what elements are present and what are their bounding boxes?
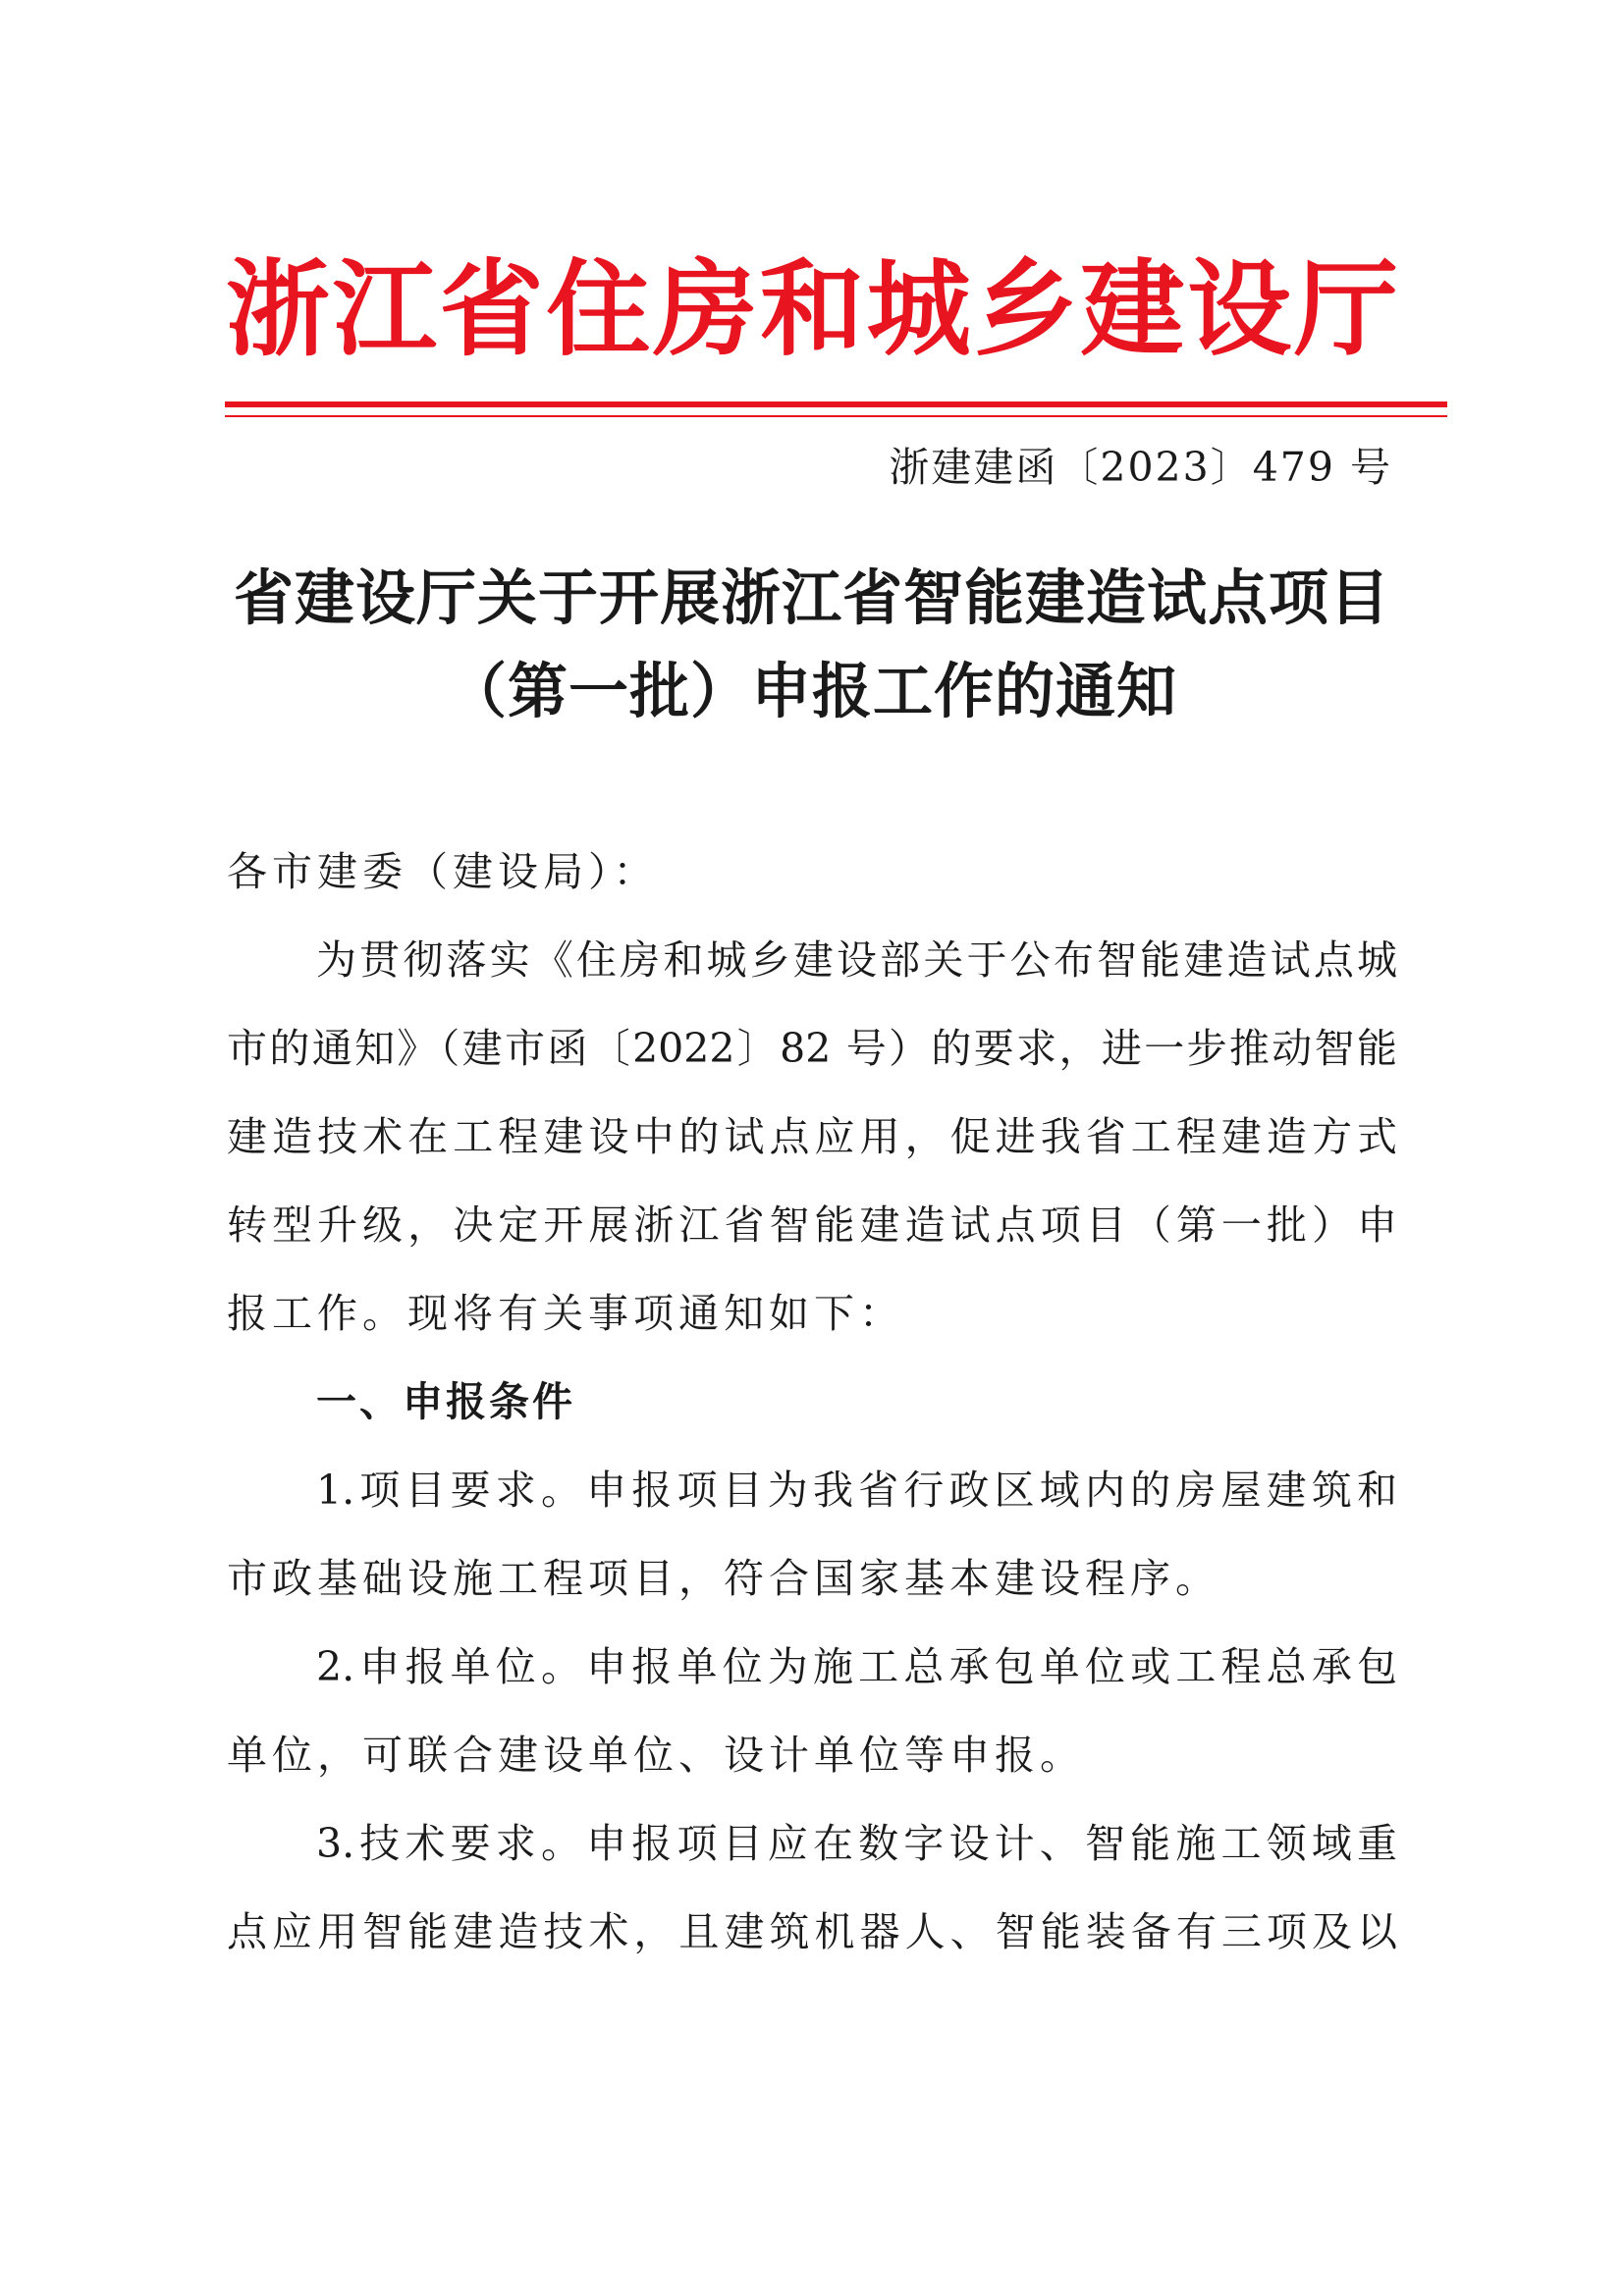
- item-3-line-2: 点应用智能建造技术，且建筑机器人、智能装备有三项及以: [227, 1908, 1397, 1955]
- document-title-line-2: （第一批）申报工作的通知: [446, 657, 1177, 726]
- intro-line-4: 转型升级，决定开展浙江省智能建造试点项目（第一批）申: [227, 1201, 1397, 1249]
- header-red-rule-thick: [225, 401, 1447, 407]
- intro-line-3: 建造技术在工程建设中的试点应用，促进我省工程建造方式: [227, 1113, 1397, 1160]
- salutation: 各市建委（建设局）：: [227, 848, 659, 895]
- header-red-rule-thin: [225, 415, 1447, 417]
- document-title-line-1: 省建设厅关于开展浙江省智能建造试点项目: [233, 563, 1390, 633]
- intro-line-1: 为贯彻落实《住房和城乡建设部关于公布智能建造试点城: [316, 936, 1397, 984]
- section-heading-application-conditions: 一、申报条件: [316, 1378, 575, 1425]
- item-3-line-1: 3.技术要求。申报项目应在数字设计、智能施工领域重: [316, 1820, 1397, 1867]
- item-1-line-2: 市政基础设施工程项目，符合国家基本建设程序。: [227, 1555, 1220, 1602]
- item-1-line-1: 1.项目要求。申报项目为我省行政区域内的房屋建筑和: [316, 1467, 1397, 1514]
- intro-line-2: 市的通知》（建市函〔2022〕82 号）的要求，进一步推动智能: [227, 1025, 1397, 1072]
- item-2-line-1: 2.申报单位。申报单位为施工总承包单位或工程总承包: [316, 1643, 1397, 1690]
- document-number: 浙建建函〔2023〕479 号: [889, 444, 1392, 491]
- item-2-line-2: 单位，可联合建设单位、设计单位等申报。: [227, 1732, 1085, 1779]
- intro-line-5: 报工作。现将有关事项通知如下：: [227, 1290, 904, 1337]
- agency-header-title: 浙江省住房和城乡建设厅: [226, 247, 1398, 370]
